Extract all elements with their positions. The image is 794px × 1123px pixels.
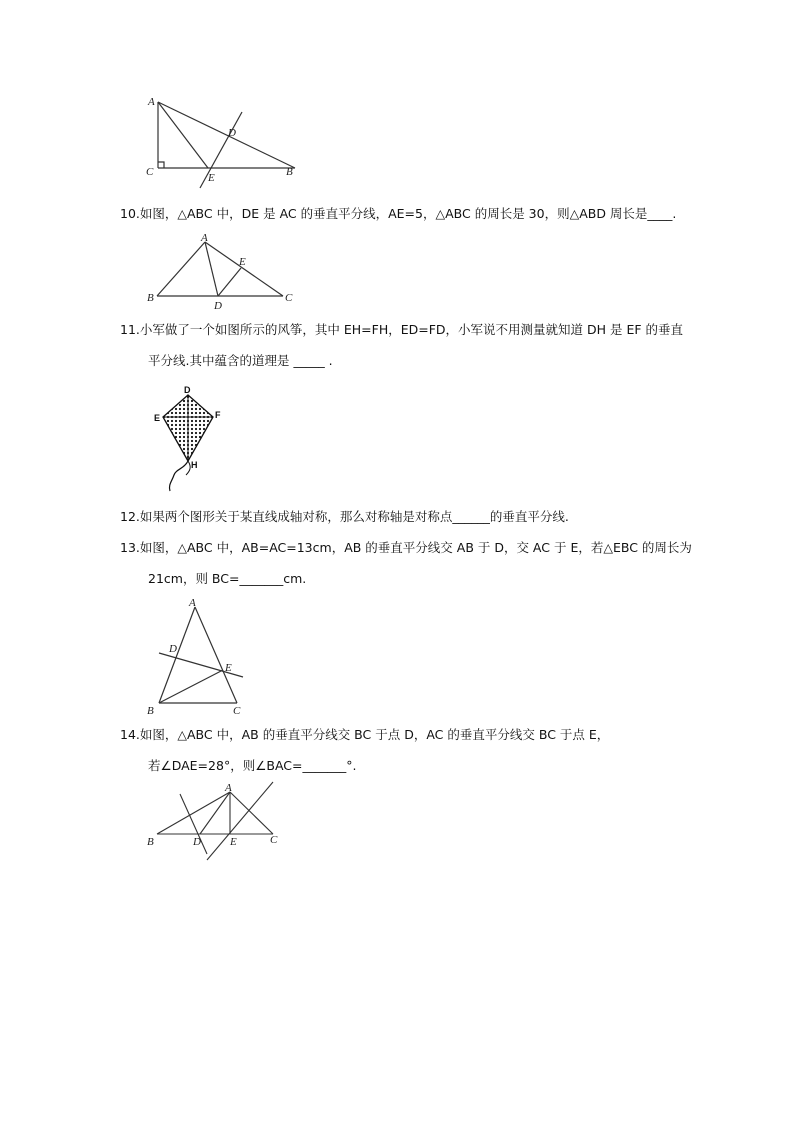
label-b: B (147, 292, 154, 304)
figure-q14 (145, 782, 290, 862)
figure-q10 (145, 232, 300, 310)
figure-q13 (145, 595, 255, 720)
label-e: E (239, 256, 246, 268)
question-10: 10.如图，△ABC 中，DE 是 AC 的垂直平分线，AE=5，△ABC 的周长是 30，则△ABD 周长是____. (120, 206, 677, 221)
question-12: 12.如果两个图形关于某直线成轴对称，那么对称轴是对称点______的垂直平分线. (120, 509, 569, 524)
question-14-line2: 若∠DAE=28°，则∠BAC=_______°. (148, 758, 357, 773)
label-a: A (189, 597, 196, 609)
question-14-line1: 14.如图，△ABC 中，AB 的垂直平分线交 BC 于点 D，AC 的垂直平分线交 BC 于点 E， (120, 727, 610, 742)
label-e: E (208, 172, 215, 184)
label-e: E (154, 413, 161, 423)
figure-q11 (150, 383, 230, 495)
label-f: F (215, 410, 221, 420)
question-11-line1: 11.小军做了一个如图所示的风筝，其中 EH=FH，ED=FD，小军说不用测量就知道 DH 是 EF 的垂直 (120, 322, 684, 337)
label-c: C (285, 292, 293, 304)
label-c: C (233, 705, 241, 717)
label-b: B (147, 705, 154, 717)
label-c: C (146, 166, 154, 178)
label-a: A (201, 232, 208, 244)
label-h: H (191, 460, 198, 470)
label-d: D (193, 836, 201, 848)
label-d: D (228, 127, 236, 139)
label-a: A (148, 96, 155, 108)
label-a: A (225, 782, 232, 794)
figure-q9 (140, 90, 310, 190)
label-d: D (184, 385, 191, 395)
question-13-line2: 21cm，则 BC=_______cm. (148, 571, 307, 586)
question-11-line2: 平分线.其中蕴含的道理是 _____ . (148, 353, 333, 368)
label-e: E (225, 662, 232, 674)
label-d: D (214, 300, 222, 312)
question-13-line1: 13.如图，△ABC 中，AB=AC=13cm，AB 的垂直平分线交 AB 于 D，交 AC 于 E，若△EBC 的周长为 (120, 540, 692, 555)
label-c: C (270, 834, 278, 846)
label-b: B (147, 836, 154, 848)
label-e: E (230, 836, 237, 848)
label-d: D (169, 643, 177, 655)
label-b: B (286, 166, 293, 178)
